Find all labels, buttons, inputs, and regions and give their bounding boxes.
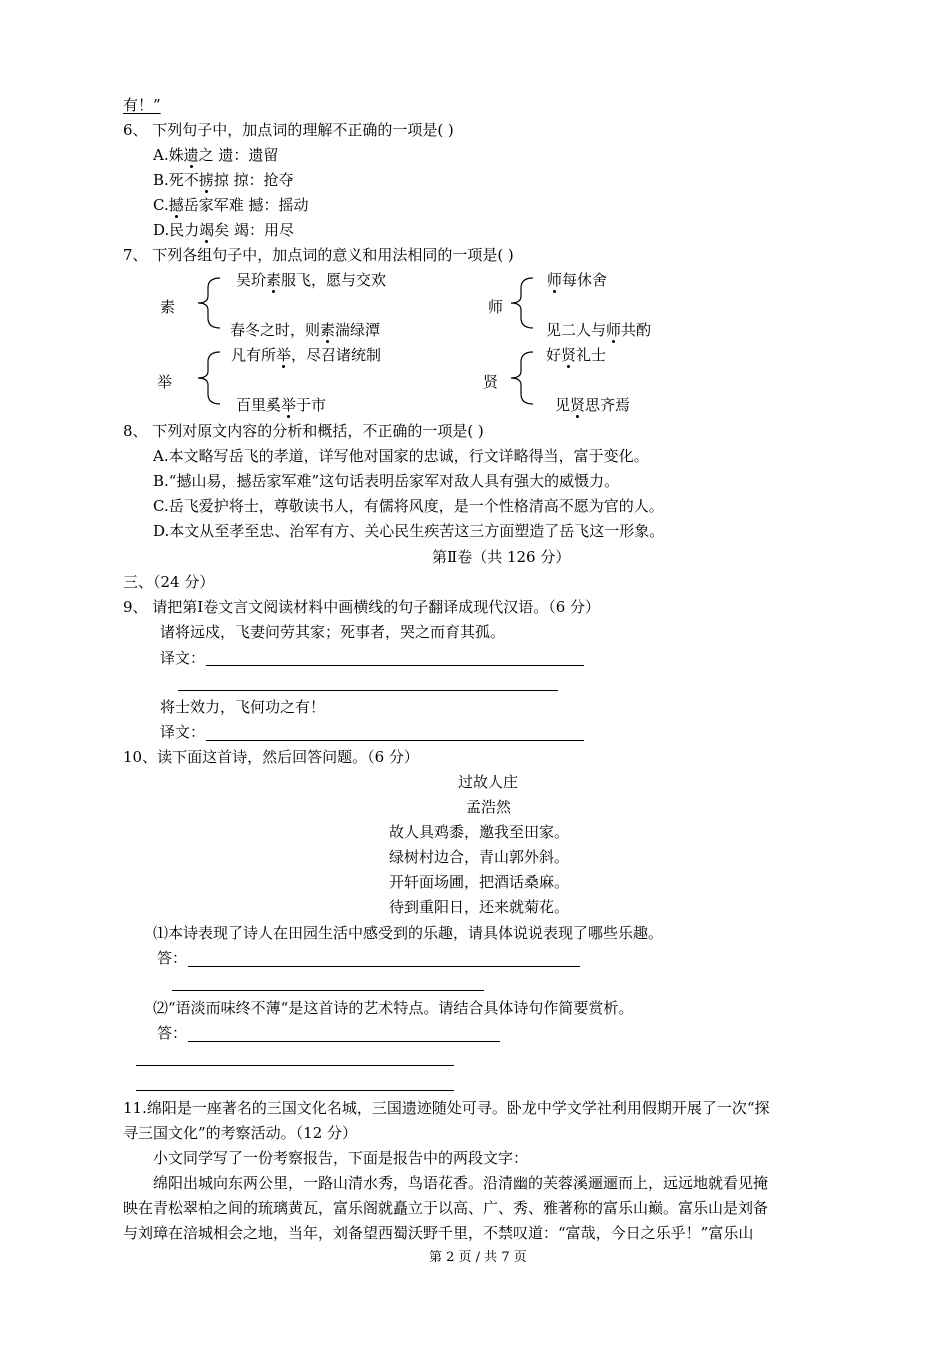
q11-paragraph-line: 寻三国文化”的考察活动。（12 分）: [123, 1124, 358, 1142]
brace-icon: [196, 274, 222, 332]
brace-icon: [509, 274, 535, 332]
q8-option-a: A.本文略写岳飞的孝道，详写他对国家的忠诚，行文详略得当，富于变化。: [153, 447, 649, 465]
q7-sentence: 凡有所举，尽召诸统制: [231, 346, 382, 364]
q8-option-b: B.“撼山易，撼岳家军难”这句话表明岳家军对敌人具有强大的威慑力。: [153, 472, 620, 490]
q7-group-char: 师: [488, 298, 504, 316]
poem-line: 故人具鸡黍，邀我至田家。: [389, 823, 570, 841]
q11-paragraph-line: 11.绵阳是一座著名的三国文化名城，三国遗迹随处可寻。卧龙中学文学社利用假期开展了一次“探: [123, 1099, 770, 1117]
answer-label: 译文：: [160, 723, 206, 741]
answer-label: 答：: [157, 1024, 188, 1042]
poem-line: 待到重阳日，还来就菊花。: [389, 898, 570, 916]
q6-stem: 6、 下列句子中，加点词的理解不正确的一项是( ): [123, 121, 454, 139]
q8-option-d: D.本文从至孝至忠、治军有方、关心民生疾苦这三方面塑造了岳飞这一形象。: [153, 522, 665, 540]
page-footer: 第 2 页 / 共 7 页: [429, 1250, 527, 1265]
q9-sentence-1: 诸将远戍，飞妻问劳其家；死事者，哭之而育其孤。: [160, 623, 506, 641]
answer-line[interactable]: [206, 740, 584, 741]
answer-line[interactable]: [136, 1090, 454, 1091]
continued-text: 有！”: [123, 96, 161, 114]
brace-icon: [196, 348, 222, 408]
q6-option-a: A.姝遗之 遗：遗留: [153, 146, 279, 164]
q7-group-char: 素: [160, 298, 176, 316]
q7-sentence: 春冬之时，则素湍绿潭: [230, 321, 381, 339]
poem-line: 开轩面场圃，把酒话桑麻。: [389, 873, 570, 891]
q6-option-d: D.民力竭矣 竭：用尽: [153, 221, 295, 239]
q7-group-char: 贤: [483, 373, 499, 391]
poem-author: 孟浩然: [466, 798, 512, 816]
poem-line: 绿树村边合，青山郭外斜。: [389, 848, 570, 866]
q9-sentence-2: 将士效力，飞何功之有！: [160, 698, 326, 716]
q10-stem: 10、读下面这首诗，然后回答问题。（6 分）: [123, 748, 419, 766]
volume-title: 第Ⅱ卷（共 126 分）: [432, 548, 571, 566]
q7-sentence: 好贤礼士: [546, 346, 607, 364]
brace-icon: [509, 348, 535, 408]
q7-sentence: 见贤思齐焉: [555, 396, 631, 414]
q6-option-b: B.死不掳掠 掠：抢夺: [153, 171, 294, 189]
answer-line[interactable]: [188, 966, 580, 967]
q7-stem: 7、 下列各组句子中，加点词的意义和用法相同的一项是( ): [123, 246, 514, 264]
answer-line[interactable]: [188, 1041, 500, 1042]
q11-paragraph-line: 与刘璋在涪城相会之地，当年，刘备望西蜀沃野千里，不禁叹道：“富哉，今日之乐乎！”富乐山: [123, 1224, 754, 1242]
answer-line[interactable]: [172, 990, 484, 991]
q10-sub-question-1: ⑴本诗表现了诗人在田园生活中感受到的乐趣，请具体说说表现了哪些乐趣。: [153, 924, 664, 942]
q7-sentence: 师每休舍: [547, 271, 608, 289]
q7-sentence: 见二人与师共酌: [546, 321, 652, 339]
q7-group-char: 举: [157, 373, 173, 391]
q11-paragraph-line: 绵阳出城向东两公里，一路山清水秀，鸟语花香。沿清幽的芙蓉溪逦逦而上，远远地就看见掩: [153, 1174, 769, 1192]
answer-line[interactable]: [178, 690, 558, 691]
answer-line[interactable]: [206, 665, 584, 666]
q8-option-c: C.岳飞爱护将士，尊敬读书人，有儒将风度，是一个性格清高不愿为官的人。: [153, 497, 664, 515]
q6-option-c: C.撼岳家军难 撼：摇动: [153, 196, 309, 214]
q8-stem: 8、 下列对原文内容的分析和概括，不正确的一项是( ): [123, 422, 484, 440]
answer-line[interactable]: [136, 1065, 454, 1066]
q7-sentence: 百里奚举于市: [236, 396, 327, 414]
q11-paragraph-line: 映在青松翠柏之间的琉璃黄瓦，富乐阁就矗立于以高、广、秀、雅著称的富乐山巅。富乐山是刘备: [123, 1199, 769, 1217]
answer-label: 译文：: [160, 649, 206, 667]
q11-paragraph-line: 小文同学写了一份考察报告，下面是报告中的两段文字：: [153, 1149, 529, 1167]
section-heading: 三、（24 分）: [123, 573, 215, 591]
answer-label: 答：: [157, 949, 188, 967]
q10-sub-question-2: ⑵“语淡而味终不薄“是这首诗的艺术特点。请结合具体诗句作简要赏析。: [153, 999, 634, 1017]
q7-sentence: 吴玠素服飞，愿与交欢: [236, 271, 387, 289]
poem-title: 过故人庄: [458, 773, 519, 791]
q9-stem: 9、 请把第Ⅰ卷文言文阅读材料中画横线的句子翻译成现代汉语。（6 分）: [123, 598, 601, 616]
